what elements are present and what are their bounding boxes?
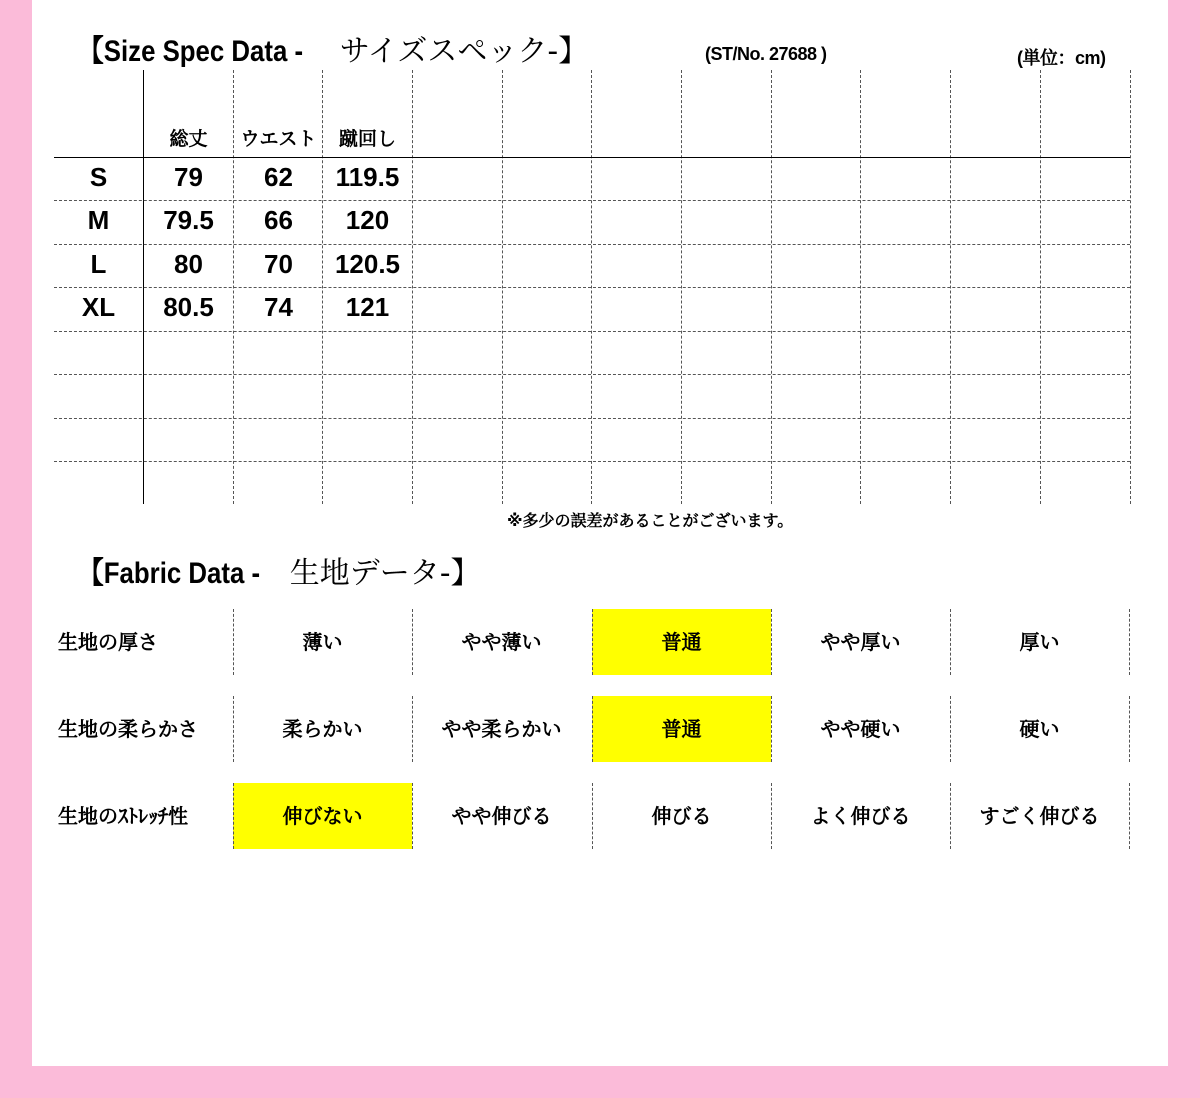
grid-line xyxy=(233,696,234,762)
grid-line xyxy=(412,783,413,849)
fabric-option: 普通 xyxy=(592,609,771,675)
unit-label: (単位：cm) xyxy=(1017,48,1106,68)
header-total-length: 総丈 xyxy=(169,128,208,150)
style-number: (ST/No. 27688 ) xyxy=(705,44,827,64)
grid-line xyxy=(1129,609,1130,675)
grid-line xyxy=(950,696,951,762)
fabric-option: 伸びる xyxy=(651,804,712,828)
size-table xyxy=(32,0,1168,520)
grid-line xyxy=(1129,696,1130,762)
size-value: 74 xyxy=(264,292,293,322)
fabric-data-title xyxy=(78,548,481,592)
fabric-row-stretch xyxy=(54,783,1130,849)
size-value: 80 xyxy=(174,249,203,279)
fabric-option: やや厚い xyxy=(820,630,901,654)
grid-line xyxy=(412,609,413,675)
grid-line xyxy=(54,200,1130,201)
grid-line xyxy=(412,696,413,762)
grid-line xyxy=(54,374,1130,375)
grid-line xyxy=(1129,783,1130,849)
fabric-option: 硬い xyxy=(1019,717,1060,741)
size-value: 79 xyxy=(174,162,203,192)
fabric-row-label: 生地の厚さ xyxy=(58,630,158,654)
grid-line xyxy=(54,331,1130,332)
header-waist: ウエスト xyxy=(240,128,317,150)
grid-line xyxy=(233,783,234,849)
fabric-row-thickness xyxy=(54,609,1130,675)
grid-line xyxy=(54,418,1130,419)
grid-line xyxy=(592,783,593,849)
grid-line xyxy=(771,696,772,762)
grid-line xyxy=(54,461,1130,462)
size-spec-title-en: 【Size Spec Data - xyxy=(78,35,304,68)
grid-line xyxy=(950,783,951,849)
grid-line xyxy=(592,696,593,762)
tolerance-note: ※多少の誤差があることがございます。 xyxy=(507,511,794,530)
fabric-row-label: 生地の柔らかさ xyxy=(58,717,198,741)
size-spec-title-jp: サイズスペック-】 xyxy=(339,34,589,69)
size-label: S xyxy=(89,162,108,192)
size-value: 66 xyxy=(264,205,293,235)
size-value: 62 xyxy=(264,162,293,192)
fabric-option: やや硬い xyxy=(820,717,901,741)
header-rule xyxy=(54,157,1130,158)
fabric-option: やや薄い xyxy=(461,630,542,654)
size-value: 70 xyxy=(264,249,293,279)
size-label: XL xyxy=(81,292,116,322)
fabric-option: 伸びない xyxy=(233,783,412,849)
size-label: M xyxy=(87,205,110,235)
fabric-title-jp: 生地データ-】 xyxy=(289,556,481,591)
fabric-option: 厚い xyxy=(1019,630,1060,654)
size-value: 120 xyxy=(345,205,390,235)
size-label: L xyxy=(90,249,107,279)
grid-line xyxy=(950,609,951,675)
fabric-option: 柔らかい xyxy=(282,717,363,741)
size-value: 79.5 xyxy=(163,205,214,235)
fabric-option: よく伸びる xyxy=(810,804,911,828)
fabric-row-label: 生地のｽﾄﾚｯﾁ性 xyxy=(58,804,188,828)
size-value: 119.5 xyxy=(335,162,400,192)
fabric-title-en: 【Fabric Data - xyxy=(78,557,261,590)
fabric-option: 普通 xyxy=(592,696,771,762)
fabric-option: やや伸びる xyxy=(451,804,552,828)
grid-line xyxy=(233,609,234,675)
size-value: 80.5 xyxy=(163,292,214,322)
size-value: 121 xyxy=(345,292,390,322)
grid-line xyxy=(54,287,1130,288)
spec-sheet xyxy=(32,0,1168,1066)
grid-line xyxy=(592,609,593,675)
fabric-row-softness xyxy=(54,696,1130,762)
fabric-option: すごく伸びる xyxy=(979,804,1100,828)
header-hem-width: 蹴回し xyxy=(338,128,396,150)
size-value: 120.5 xyxy=(334,249,401,279)
grid-line xyxy=(1130,70,1131,504)
grid-line xyxy=(771,783,772,849)
fabric-option: やや柔らかい xyxy=(441,717,562,741)
grid-line xyxy=(771,609,772,675)
fabric-option: 薄い xyxy=(302,630,343,654)
grid-line xyxy=(54,244,1130,245)
